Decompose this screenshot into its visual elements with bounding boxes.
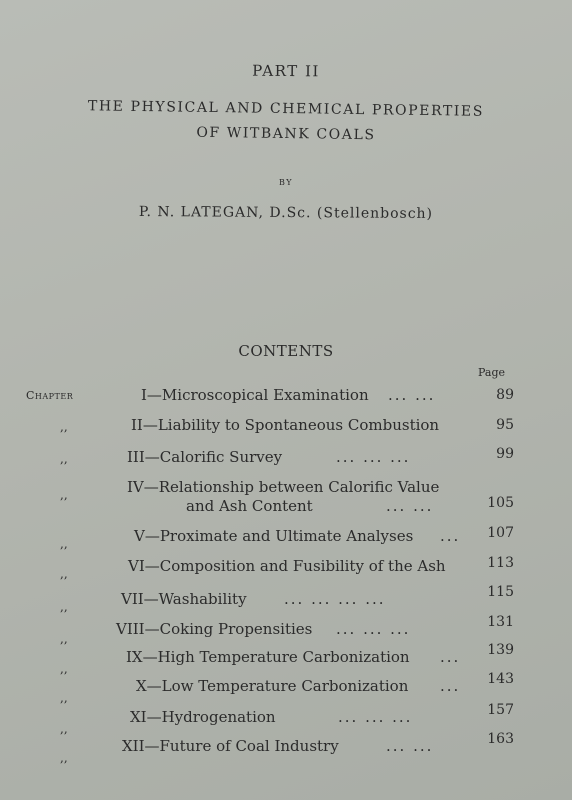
page-number: 157 [487,702,514,718]
chapter-title: II—Liability to Spontaneous Combustion [131,416,440,434]
ditto-mark: ,, [60,452,68,466]
leader-dots: ... ... [388,386,436,404]
chapter-title: X—Low Temperature Carbonization [136,677,409,695]
leader-dots: ... [440,677,461,695]
leader-dots: ... ... ... [336,448,411,466]
toc-row-5 [0,525,572,551]
ditto-mark: ,, [60,662,68,676]
page-number: 89 [496,387,514,403]
ditto-mark: ,, [60,751,68,765]
chapter-title: VIII—Coking Propensities [116,620,313,638]
toc-row-8 [0,614,572,646]
ditto-mark: ,, [60,537,68,551]
toc-row-3 [0,448,572,468]
page-number: 107 [487,525,514,541]
chapter-column-label: Chapter [26,389,74,402]
leader-dots: ... [440,648,461,666]
chapter-title: VII—Washability [121,590,247,608]
chapter-title-continued: and Ash Content [186,497,313,515]
title-line-1: THE PHYSICAL AND CHEMICAL PROPERTIES [87,98,485,120]
part-heading: PART II [252,61,320,81]
page-number: 99 [496,446,514,462]
toc-row-6 [0,555,572,581]
title-line-2: OF WITBANK COALS [196,124,376,144]
leader-dots: ... ... [386,737,434,755]
leader-dots: ... ... [386,497,434,515]
toc-row-11 [0,702,572,736]
page-number: 139 [487,642,514,658]
chapter-title: VI—Composition and Fusibility of the Ash [128,557,446,575]
leader-dots: ... [440,527,461,545]
leader-dots: ... ... ... [336,620,411,638]
page-number: 95 [496,417,514,433]
page-number: 131 [487,614,514,630]
ditto-mark: ,, [60,691,68,705]
toc-row-9 [0,642,572,676]
page-number: 163 [487,731,514,747]
toc-row-12 [0,731,572,765]
ditto-mark: ,, [60,722,68,736]
toc-row-10 [0,671,572,705]
chapter-title: V—Proximate and Ultimate Analyses [134,527,414,545]
page-number: 143 [487,671,514,687]
ditto-mark: ,, [60,420,68,434]
chapter-title: XI—Hydrogenation [130,708,276,726]
chapter-title: IX—High Temperature Carbonization [126,648,410,666]
contents-heading: CONTENTS [238,342,334,360]
ditto-mark: ,, [60,632,68,646]
chapter-title: XII—Future of Coal Industry [122,737,339,755]
chapter-title: III—Calorific Survey [127,448,283,466]
by-label: BY [278,178,294,187]
ditto-mark: ,, [60,600,68,614]
page-number: 115 [487,584,514,600]
toc-row-1 [0,386,572,406]
chapter-title: I—Microscopical Examination [141,386,369,404]
author-line: P. N. LATEGAN, D.Sc. (Stellenbosch) [138,203,434,223]
toc-row-4 [0,478,572,515]
page-number: 113 [487,555,514,571]
page-number: 105 [487,495,514,511]
ditto-mark: ,, [60,488,68,502]
toc-row-2 [0,416,572,436]
ditto-mark: ,, [60,567,68,581]
toc-row-7 [0,584,572,614]
leader-dots: ... ... ... ... [284,590,386,608]
leader-dots: ... ... ... [338,708,413,726]
chapter-title: IV—Relationship between Calorific Value [127,478,440,496]
page-column-label: Page [478,366,506,379]
